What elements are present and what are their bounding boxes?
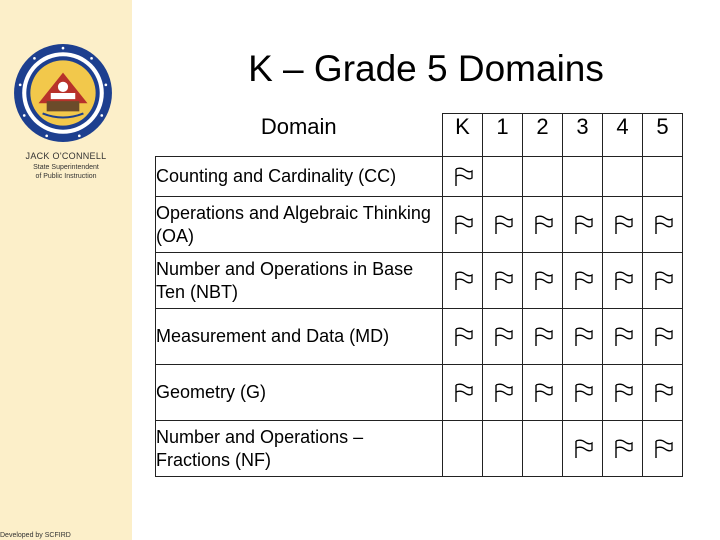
- grade-cell-3: [563, 157, 603, 197]
- grade-cell-5: [643, 253, 683, 309]
- table-row: [156, 421, 683, 477]
- grade-cell-3: [563, 253, 603, 309]
- grade-cell-2: [523, 309, 563, 365]
- grade-header-1: 1: [483, 114, 523, 157]
- flag-check-icon: [483, 271, 522, 291]
- flag-check-icon: [563, 215, 602, 235]
- flag-check-icon: [603, 439, 642, 459]
- flag-check-icon: [603, 271, 642, 291]
- domains-table: [155, 113, 683, 477]
- grade-cell-1: [483, 309, 523, 365]
- table-row: [156, 157, 683, 197]
- flag-check-icon: [563, 383, 602, 403]
- flag-check-icon: [443, 327, 482, 347]
- flag-check-icon: [643, 383, 682, 403]
- flag-check-icon: [523, 383, 562, 403]
- grade-cell-3: [563, 365, 603, 421]
- credit-text: Developed by SCFIRD: [0, 532, 71, 539]
- grade-cell-1: [483, 421, 523, 477]
- domain-name-cell: Operations and Algebraic Thinking (OA): [156, 197, 443, 253]
- table-row: [156, 309, 683, 365]
- grade-cell-k: [443, 197, 483, 253]
- grade-cell-4: [603, 197, 643, 253]
- grade-cell-k: [443, 365, 483, 421]
- flag-check-icon: [443, 383, 482, 403]
- sidebar: [0, 0, 132, 540]
- table-row: [156, 197, 683, 253]
- flag-check-icon: [483, 215, 522, 235]
- flag-check-icon: [643, 215, 682, 235]
- flag-check-icon: [563, 271, 602, 291]
- domain-name-cell: Measurement and Data (MD): [156, 309, 443, 365]
- department-seal-icon: [12, 42, 114, 144]
- grade-cell-1: [483, 157, 523, 197]
- flag-check-icon: [603, 383, 642, 403]
- flag-check-icon: [483, 327, 522, 347]
- grade-cell-k: [443, 309, 483, 365]
- grade-cell-1: [483, 197, 523, 253]
- grade-cell-5: [643, 157, 683, 197]
- domain-name-cell: Number and Operations – Fractions (NF): [156, 421, 443, 477]
- domain-header: Domain: [156, 114, 443, 157]
- grade-cell-4: [603, 421, 643, 477]
- flag-check-icon: [483, 383, 522, 403]
- grade-cell-k: [443, 157, 483, 197]
- grade-header-5: 5: [643, 114, 683, 157]
- grade-cell-2: [523, 197, 563, 253]
- flag-check-icon: [643, 271, 682, 291]
- grade-cell-5: [643, 197, 683, 253]
- flag-check-icon: [523, 215, 562, 235]
- flag-check-icon: [443, 271, 482, 291]
- presenter-title: [0, 163, 132, 181]
- table-row: [156, 365, 683, 421]
- grade-cell-2: [523, 157, 563, 197]
- grade-cell-k: [443, 421, 483, 477]
- table-header-row: [156, 114, 683, 157]
- flag-check-icon: [443, 215, 482, 235]
- grade-cell-1: [483, 365, 523, 421]
- flag-check-icon: [523, 271, 562, 291]
- presenter-title-line1: State Superintendent: [33, 164, 99, 171]
- presenter-name: JACK O'CONNELL: [25, 151, 107, 161]
- grade-header-3: 3: [563, 114, 603, 157]
- grade-header-4: 4: [603, 114, 643, 157]
- grade-cell-2: [523, 253, 563, 309]
- flag-check-icon: [643, 327, 682, 347]
- grade-cell-4: [603, 253, 643, 309]
- flag-check-icon: [603, 215, 642, 235]
- flag-check-icon: [523, 327, 562, 347]
- grade-cell-4: [603, 309, 643, 365]
- domain-name-cell: Counting and Cardinality (CC): [156, 157, 443, 197]
- grade-cell-4: [603, 157, 643, 197]
- grade-cell-5: [643, 365, 683, 421]
- presenter-title-line2: of Public Instruction: [35, 173, 97, 180]
- domain-name-cell: Number and Operations in Base Ten (NBT): [156, 253, 443, 309]
- grade-cell-2: [523, 365, 563, 421]
- grade-cell-k: [443, 253, 483, 309]
- grade-cell-3: [563, 309, 603, 365]
- flag-check-icon: [563, 327, 602, 347]
- grade-cell-2: [523, 421, 563, 477]
- grade-cell-3: [563, 421, 603, 477]
- grade-cell-3: [563, 197, 603, 253]
- domain-name-cell: Geometry (G): [156, 365, 443, 421]
- table-row: [156, 253, 683, 309]
- flag-check-icon: [443, 167, 482, 187]
- flag-check-icon: [563, 439, 602, 459]
- grade-header-2: 2: [523, 114, 563, 157]
- grade-cell-5: [643, 421, 683, 477]
- grade-cell-5: [643, 309, 683, 365]
- grade-header-k: K: [443, 114, 483, 157]
- flag-check-icon: [643, 439, 682, 459]
- slide-title: K – Grade 5 Domains: [248, 48, 604, 89]
- flag-check-icon: [603, 327, 642, 347]
- grade-cell-4: [603, 365, 643, 421]
- grade-cell-1: [483, 253, 523, 309]
